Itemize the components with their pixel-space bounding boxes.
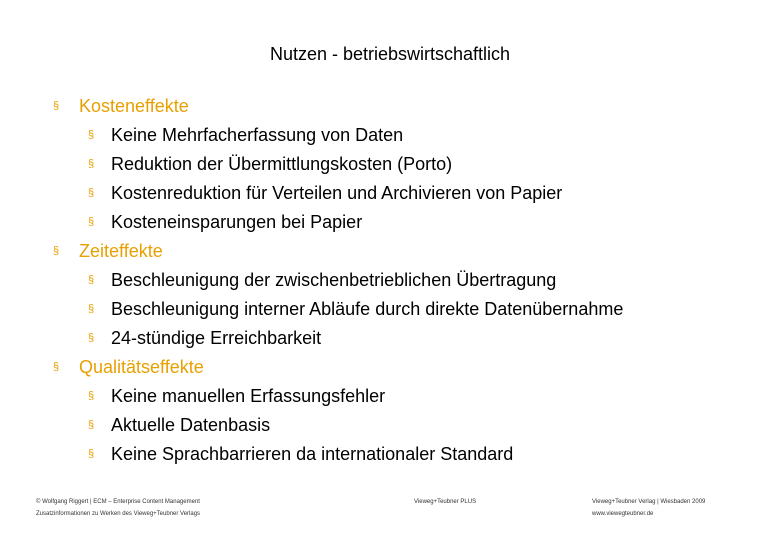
section-heading-zeiteffekte bbox=[0, 237, 780, 266]
list-item bbox=[0, 324, 780, 353]
list-item bbox=[0, 295, 780, 324]
bullet-icon: § bbox=[88, 419, 95, 431]
section-heading-qualitaetseffekte bbox=[0, 353, 780, 382]
bullet-icon: § bbox=[53, 245, 60, 257]
bullet-icon: § bbox=[88, 158, 95, 170]
list-item-text: 24-stündige Erreichbarkeit bbox=[111, 328, 322, 348]
list-item bbox=[0, 150, 780, 179]
bullet-icon: § bbox=[88, 187, 95, 199]
bullet-icon: § bbox=[88, 274, 95, 286]
list-item-text: Kosteneinsparungen bei Papier bbox=[111, 212, 363, 232]
list-item bbox=[0, 382, 780, 411]
bullet-list bbox=[0, 92, 780, 469]
bullet-icon: § bbox=[88, 448, 95, 460]
list-item-text: Keine manuellen Erfassungsfehler bbox=[111, 386, 386, 406]
list-item-text: Keine Sprachbarrieren da internationaler Standard bbox=[111, 444, 514, 464]
list-item bbox=[0, 208, 780, 237]
footer-center bbox=[414, 496, 476, 508]
bullet-icon: § bbox=[88, 390, 95, 402]
list-item-text: Aktuelle Datenbasis bbox=[111, 415, 271, 435]
section-heading: Qualitätseffekte bbox=[79, 357, 204, 377]
footer-left bbox=[36, 496, 200, 520]
list-item bbox=[0, 179, 780, 208]
list-item-text: Reduktion der Übermittlungskosten (Porto) bbox=[111, 154, 453, 174]
bullet-icon: § bbox=[88, 303, 95, 315]
footer-copyright: © Wolfgang Riggert | ECM – Enterprise Content Management bbox=[36, 499, 200, 505]
list-item-text: Kostenreduktion für Verteilen und Archivieren von Papier bbox=[111, 183, 563, 203]
footer-right bbox=[592, 496, 705, 520]
section-heading: Kosteneffekte bbox=[79, 96, 189, 116]
section-heading: Zeiteffekte bbox=[79, 241, 163, 261]
list-item bbox=[0, 411, 780, 440]
list-item-text: Keine Mehrfacherfassung von Daten bbox=[111, 125, 404, 145]
footer-publisher: Vieweg+Teubner Verlag | Wiesbaden 2009 bbox=[592, 499, 706, 505]
section-heading-kosteneffekte bbox=[0, 92, 780, 121]
list-item bbox=[0, 266, 780, 295]
bullet-icon: § bbox=[53, 361, 60, 373]
list-item-text: Beschleunigung interner Abläufe durch direkte Datenübernahme bbox=[111, 299, 624, 319]
bullet-icon: § bbox=[88, 332, 95, 344]
slide-title: Nutzen - betriebswirtschaftlich bbox=[269, 44, 511, 64]
list-item bbox=[0, 440, 780, 469]
bullet-icon: § bbox=[88, 129, 95, 141]
list-item-text: Beschleunigung der zwischenbetrieblichen Übertragung bbox=[111, 270, 557, 290]
footer-brand: Vieweg+Teubner PLUS bbox=[414, 499, 477, 505]
footer-info: Zusatzinformationen zu Werken des Vieweg+Teubner Verlags bbox=[36, 511, 201, 517]
footer-website: www.viewegteubner.de bbox=[592, 511, 654, 517]
bullet-icon: § bbox=[53, 100, 60, 112]
list-item bbox=[0, 121, 780, 150]
bullet-icon: § bbox=[88, 216, 95, 228]
